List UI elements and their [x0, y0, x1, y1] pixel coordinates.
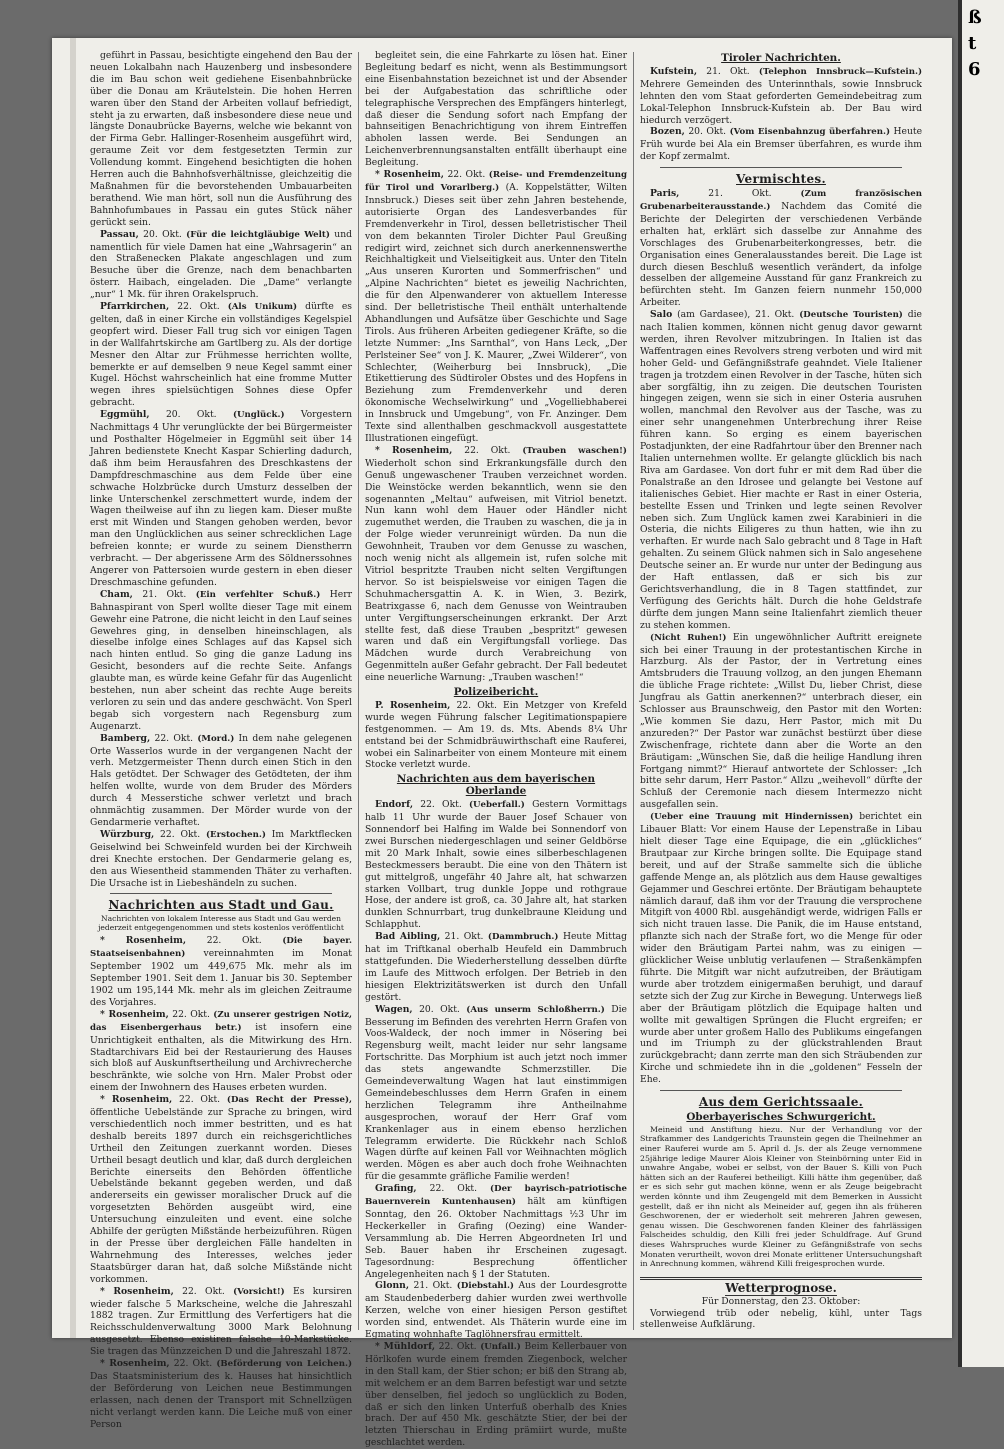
article-text: Wiederholt schon sind Erkrankungsfälle durch den Genuß ungewaschener Trauben verzeichnet worden. Die Weinstöcke werden bekanntlich, wenn sie den sogenannten „Meltau“ aufweisen, mit Vitriol benetzt. Nun kann wohl dem Hauer oder Händler nicht zugemuthet werden, die Trauben zu waschen, die ja in der Folge wieder verunreinigt würden. Da nun die Gewohnheit, Trauben vor dem Genusse zu waschen, noch wenig nicht als allgemein ist, rufen solche mit Vitriol bespritzte Trauben nicht selten Vergiftungen hervor. So ist beispielsweise vor einigen Tagen die Schuhmachersgattin A. K. in Wien, 3. Bezirk, Beatrixgasse 6, nach dem Genusse von Weintrauben unter Vergiftungserscheinungen erkrankt. Der Arzt stellte fest, daß diese Trauben „bespritzt“ gewesen waren und daß ein Vergiftungsfall vorliege. Das Mädchen wurde durch Verabreichung von Gegenmitteln außer Gefahr gebracht. Der Fall bedeutet eine neuerliche Warnung: „Trauben waschen!“	[365, 457, 627, 684]
column-2	[365, 50, 628, 1449]
section-heading-stadt-und-gau: Nachrichten aus Stadt und Gau.	[108, 898, 334, 913]
article	[365, 700, 627, 771]
article	[640, 309, 922, 631]
newspaper-page	[52, 38, 952, 1449]
article	[90, 829, 352, 890]
dateline-date: 20. Okt.	[143, 228, 182, 240]
dateline-date: 20. Okt.	[165, 409, 217, 421]
article-subject: (Vorsicht!)	[233, 1286, 285, 1297]
dateline-city: Glonn,	[375, 1280, 410, 1292]
article	[90, 229, 352, 301]
article	[640, 66, 922, 127]
dateline-city: Eggmühl,	[100, 409, 150, 421]
dateline-city: * Rosenheim,	[375, 444, 453, 456]
article-subject: (Beförderung von Leichen.)	[216, 1359, 353, 1370]
article-subject: (Zu unserer gestrigen Notiz, das Eisenbergerhaus betr.)	[90, 1009, 353, 1033]
dateline-date: 22. Okt.	[182, 1285, 225, 1297]
dateline-city: * Rosenheim,	[100, 1285, 174, 1297]
article-subject: (Zum französischen Grubenarbeiterausstande.)	[640, 189, 923, 212]
article-subject: (Das Recht der Presse),	[226, 1095, 353, 1106]
article-subject: (Mord.)	[197, 733, 235, 744]
article	[365, 169, 627, 445]
dateline-date: 22. Okt.	[172, 1008, 210, 1020]
dateline-city: Kufstein,	[650, 65, 698, 77]
dateline-date: (am Gardasee), 21. Okt.	[677, 309, 795, 321]
dateline-city: * Rosenheim,	[100, 1358, 170, 1370]
article	[640, 632, 922, 812]
dateline-date: 22. Okt.	[438, 1340, 477, 1352]
binding-gutter	[70, 38, 76, 1338]
article-text: Nachdem das Comité die Berichte der Delegirten der verschiedenen Verbände erhalten hat, erklärt sich dasselbe zur Annahme des Vorschlages des Grubenarbeiterkongresses, betr. die Organisation eines Generalausstandes bereit. Die Lage ist durch diesen Beschluß wesentlich verändert, da infolge desselben der allgemeine Ausstand für ganz Frankreich zu befürchten steht. Im Ganzen feiern nunmehr 150,000 Arbeiter.	[640, 200, 922, 309]
dateline-date: 22. Okt.	[154, 732, 194, 744]
article	[90, 733, 352, 829]
article-text: öffentliche Uebelstände zur Sprache zu bringen, wird verschiedentlich noch immer bestritten, und es hat deshalb bereits 1897 durch ein reichsgerichtliches Urtheil den Zeitungen zuerkannt worden. Dieses Urtheil besagt deutlich und klar, daß durch dergleichen Berichte einerseits den Behörden öffentliche Uebelstände bekannt gegeben werden, und daß andererseits ein gewisser moralischer Druck auf die vorgesetzten Behörden ausgeübt wird, eine Untersuchung einzuleiten und event. eine solche Abhilfe der gerügten Mißstände herbeizuführen. Rügen in der Presse über dergleichen Fälle handelten in Wahrnehmung des Interesses, welches jeder Staatsbürger daran hat, daß solche Mißstände nicht vorkommen.	[90, 1107, 352, 1285]
dateline-city: Salo	[650, 309, 673, 321]
dateline-date: 22. Okt.	[420, 799, 462, 811]
adjacent-page-glyph: 6	[968, 59, 981, 80]
dateline-city: Grafing,	[375, 1183, 417, 1195]
article	[640, 126, 922, 163]
weather-date: Für Donnerstag, den 23. Oktober:	[701, 1295, 861, 1307]
adjacent-page-edge	[958, 0, 1004, 1367]
article-text: Herr Bahnaspirant von Sperl wollte dieser Tage mit einem Gewehr eine Patrone, die nicht leicht in den Lauf seines Gewehres ging, in denselben hineinschlagen, als dieselbe infolge eines Schlages auf das Kapsel sich nach hinten entlud. So ging die ganze Ladung ins Gesicht, besonders auf die rechte Seite. Anfangs glaubte man, es würde keine Gefahr für das Augenlicht bestehen, nun aber scheint das rechte Auge bereits verloren zu sein und das andere geschwächt. Von Sperl begab sich vorgestern nach Regensburg zum Augenarzt.	[90, 588, 353, 732]
section-heading-gerichtssaal: Aus dem Gerichtssaale.	[698, 1095, 864, 1110]
article-text: Die Besserung im Befinden des verehrten Herrn Grafen von Voos-Waldeck, der noch immer in Nösering bei Regensburg weilt, macht leider nur sehr langsame Fortschritte. Das Morphium ist auch jetzt noch immer das stets angewandte Schmerzstiller. Die Gemeindeverwaltung Wagen hat laut einstimmigen Gemeindebeschlusses dem Herrn Grafen in einem herzlichen Telegramm ihre Antheilnahme ausgesprochen, worauf der Herr Graf vom Krankenlager aus in einem ebenso herzlichen Telegramm erwiderte. Die Rückkehr nach Schloß Wagen dürfte auf keinen Fall vor Weihnachten möglich werden. Mögen es aber auch doch frohe Weihnachten für die gesammte gräfliche Familie werden!	[365, 1003, 627, 1183]
dateline-date: 22. Okt.	[160, 828, 201, 840]
article	[90, 1358, 352, 1430]
article-text: Ein Metzger von Krefeld wurde wegen Führung falscher Legitimationspapiere festgenommen. — Am 19. ds. Mts. Abends 8¼ Uhr entstand bei der Schmidbräuwirthschaft eine Rauferei, wobei ein Salinarbeiter von einem Monteure mit einem Stocke verletzt wurde.	[365, 699, 627, 771]
article-subject: (Unfall.)	[480, 1341, 521, 1352]
article	[90, 589, 352, 733]
dateline-city: * Rosenheim,	[100, 1094, 173, 1106]
article-text: geführt in Passau, besichtigte eingehend den Bau der neuen Lokalbahn nach Hauzenberg und insbesondere die im Bau schon weit gediehene Eisenbahnbrücke über die Donau am Kräutelstein. Die hohen Herren waren über den Stand der Arbeiten vollauf befriedigt, steht ja zu erwarten, daß insbesondere diese neue und längste Donaubrücke Bayerns, welche wie bekannt von der Firma Gebr. Hallinger-Rosenheim ausgeführt wird, geraume Zeit vor dem festgesetzten Termin zur Vollendung kommt. Eingehend besichtigten die hohen Herren auch die Bahnhofsverhältnisse, gleichzeitig die Maßnahmen für die bevorstehenden Umbauarbeiten berathend. Wie man hört, soll nun die Ausführung des Bahnhofumbaues in Passau ein gutes Stück näher gerückt sein.	[90, 50, 352, 228]
dateline-date: 22. Okt.	[464, 444, 511, 456]
article	[640, 811, 922, 1086]
dateline-date: 20. Okt.	[688, 126, 727, 138]
weather-forecast: Vorwiegend trüb oder nebelig, kühl, unter Tags stellenweise Aufklärung.	[640, 1307, 922, 1331]
section-note: Nachrichten von lokalem Interesse aus Stadt und Gau werden jederzeit entgegengenommen und stets kostenlos veröffentlicht	[98, 914, 344, 933]
article-subject: (Telephon Innsbruck—Kufstein.)	[758, 66, 923, 77]
article	[365, 445, 627, 684]
dateline-date: 22. Okt.	[456, 699, 497, 711]
section-heading-vermischtes: Vermischtes.	[736, 172, 826, 187]
article-text: Ein ungewöhnlicher Auftritt ereignete sich bei einer Trauung in der protestantischen Kirche in Harzburg. Als der Pastor, der in Vertretung eines Amtsbruders die Trauung vollzog, an den jungen Ehemann die übliche Frage richtete: „Willst Du, lieber Christ, diese Jungfrau als Gattin anerkennen?“ unterbrach dieser, ein Schlosser aus Braunschweig, den Pastor mit den Worten: „Wie kommen Sie dazu, Herr Pastor, mich mit Du anzureden?“ Der Pastor war zunächst bestürzt über diese Zwischenfrage, richtete dann aber die Worte an den Bräutigam: „Wünschen Sie, daß die heilige Handlung ihren Fortgang nimmt?“ Hierauf antwortete der Schlosser: „Ich bitte sehr darum, Herr Pastor.“ Allzu „weihevoll“ dürfte der Schluß der Ceremonie nach diesem Intermezzo nicht ausgefallen sein.	[640, 631, 922, 811]
article-subject: (Der bayrisch-patriotische Bauernverein Kuntenhausen)	[365, 1184, 627, 1208]
dateline-city: * Rosenheim,	[100, 1008, 169, 1020]
article-text: Das Staatsministerium des k. Hauses hat hinsichtlich der Beförderung von Leichen neue Bestimmungen erlassen, nach denen der Transport mit Schnellzügen nicht verlangt werden kann. Die Leiche muß von einer Person	[90, 1370, 352, 1430]
article-subject: (Unglück.)	[232, 410, 285, 421]
article-text: und namentlich für viele Damen hat eine „Wahrsagerin“ an den Straßenecken Plakate angeschlagen und zum Besuche über die Grenze, nach dem benachbarten österr. Haibach, eingeladen. Die „Dame“ verlangte „nur“ 1 Mk. für ihren Orakelspruch.	[90, 228, 352, 301]
dateline-city: Würzburg,	[100, 828, 155, 840]
article	[365, 1280, 627, 1341]
article-subject: (Nicht Ruhen!)	[650, 632, 727, 643]
article-text: Mehrere Gemeinden des Unterinnthals, sowie Innsbruck lehnten den vom Staat geforderten Gemeindebeitrag zum Lokal-Telephon Innsbruck-Kufstein ab. Der Bau wird hiedurch verzögert.	[640, 78, 922, 126]
article-text: Meineid und Anstiftung hiezu. Nur der Verhandlung vor der Strafkammer des Landgerichts Traunstein gegen die Theilnehmer an einer Rauferei wurde am 5. April d. Js. der als Zeuge vernommene 25jährige ledige Maurer Alois Kleiner von Steinbörning unter Eid in unwahre Angabe, wobei er selbst, von der Bauer S. Killi von Puch hätten sich an der Rauferei betheiligt. Killi hätte ihm gegenüber, daß er es sich sehr gut machen könne, wenn er als Zeuge beigebracht werden könnte und ihm Zeugengeld mit dem Bemerken in Aussicht gestellt, daß er ihn nicht als Meineider auf, gegen ihn als früheren Geschworenen, der er wiederholt seit mehreren Jahren gewesen, genau wissen. Die Geschworenen fanden Kleiner des fahrlässigen Falscheides schuldig, den Killi frei jeder Schuldfrage. Auf Grund dieses Wahrspruches wurde Kleiner zu Gefängnißstrafe von sechs Monaten verurtheilt, wovon drei Monate erlittener Untersuchungshaft in Anrechnung kommen, während Killi freigesprochen wurde.	[640, 1124, 922, 1269]
article	[90, 935, 352, 1008]
article-subject: (Ueber eine Trauung mit Hindernissen)	[650, 812, 854, 823]
article-subject: (Aus unserm Schloßherrn.)	[466, 1004, 605, 1015]
article-subject: (Diebstahl.)	[456, 1281, 515, 1292]
column-1	[90, 50, 353, 1430]
article-text: Heute Früh wurde bei Ala ein Bremser überfahren, es wurde ihm der Kopf zermalmt.	[640, 126, 923, 163]
dateline-date: 20. Okt.	[419, 1003, 460, 1015]
dateline-city: Cham,	[100, 588, 133, 600]
dateline-date: 22. Okt.	[177, 301, 220, 313]
article-text: Heute Mittag hat im Triftkanal oberhalb Heufeld ein Dammbruch stattgefunden. Die Wiederherstellung desselben dürfte im Laufe des Mittwoch erfolgen. Der Betrieb in den hiesigen Elektrizitätswerken ist durch den Unfall gestört.	[365, 931, 627, 1003]
article-text: vereinnahmten im Monat September 1902 um 449,675 Mk. mehr als im September 1901. Seit dem 1. Januar bis 30. September 1902 um 195,144 Mk. mehr als im gleichen Zeitraume des Vorjahres.	[90, 948, 353, 1008]
weather-box	[640, 1277, 922, 1332]
column-rule	[633, 52, 634, 1330]
article-subject: (Für die leichtgläubige Welt)	[186, 229, 330, 240]
section-heading-polizeibericht: Polizeibericht.	[453, 686, 539, 699]
weather-heading: Wetterprognose.	[725, 1280, 837, 1295]
dateline-date: 22. Okt.	[447, 169, 486, 181]
article-text: ist insofern eine Unrichtigkeit enthalten, als die Mitwirkung des Hrn. Stadtarchivars Eid bei der Restaurierung des Hauses sich bloß auf Auskunftsertheilung und Archivrecherche beschränkte, wie solche von Hrn. Maler Probst oder einem der Inwohnern des Hauses erbeten wurden.	[90, 1021, 352, 1094]
dateline-city: * Rosenheim,	[375, 169, 444, 181]
article-text: dürfte es gelten, daß in einer Kirche ein vollständiges Kegelspiel geopfert wird. Dieser Fall trug sich vor einigen Tagen in der Wallfahrtskirche am Gartlberg zu. Als der dortige Mesner den Altar zur Frühmesse herrichten wollte, bemerkte er auf demselben 9 neue Kegel sammt einer Kugel. Höchst wahrscheinlich hat eine fromme Mutter wegen ihres spielsüchtigen Sohnes diese Opfer gebracht.	[90, 301, 353, 409]
section-divider	[110, 893, 332, 894]
dateline-date: 21. Okt.	[142, 588, 187, 600]
article-subject: (Reise- und Fremdenzeitung für Tirol und Vorarlberg.)	[365, 170, 628, 193]
dateline-city: Bad Aibling,	[375, 931, 441, 943]
article-subject: (Trauben waschen!)	[522, 445, 627, 456]
article-subject: (Erstochen.)	[205, 829, 266, 840]
article	[90, 1286, 352, 1358]
section-divider	[660, 167, 902, 168]
dateline-date: 21. Okt.	[413, 1280, 453, 1292]
article-text: (A. Koppelstätter, Wilten Innsbruck.) Dieses seit über zehn Jahren bestehende, autorisierte Organ des Landesverbandes für Fremdenverkehr in Tirol, dessen belletristischer Theil von dem bekannten Tiroler Dichter Paul Greußing redigirt wird, zeichnet sich durch anerkennenswerthe Reichhaltigkeit und Vielseitigkeit aus. Unter den Titeln „Aus unseren Kurorten und Sommerfrischen“ und „Alpine Nachrichten“ bietet es jeweilig Nachrichten, die für den Alpenwanderer von aktuellem Interesse sind. Der belletristische Theil enthält unterhaltende Abhandlungen und Aufsätze über Geschichte und Sage Tirols. Aus früheren Arbeiten gediegener Kräfte, so die letzte Nummer: „Ins Sarnthal“, von Hans Leck, „Der Perlsteiner See“ von J. K. Maurer, „Zwei Wilderer“, von Schlechter, (Weiherburg bei Innsbruck), „Die Etikettierung des Südtiroler Obstes und des Hopfens in Beziehung zum Fremdenverkehr und deren ökonomische Wechselwirkung“ und „Vogelliebhaberei in Innsbruck und Umgebung“, von Fr. Anzinger. Dem Texte sind allenthalben geschmackvoll ausgestattete Illustrationen eingefügt.	[365, 181, 627, 444]
article	[90, 409, 352, 589]
article-subject: (Vom Eisenbahnzug überfahren.)	[729, 127, 891, 138]
dateline-city: Endorf,	[375, 799, 414, 811]
column-rule	[358, 52, 359, 1330]
section-heading-oberland: Nachrichten aus dem bayerischen Oberlande	[396, 773, 596, 798]
adjacent-page-glyph: t	[968, 33, 977, 54]
dateline-city: * Mühldorf,	[375, 1340, 436, 1352]
article	[365, 799, 627, 931]
article	[90, 301, 352, 409]
dateline-date: 22. Okt.	[173, 1358, 213, 1370]
dateline-city: P. Rosenheim,	[375, 699, 451, 711]
dateline-date: 22. Okt.	[206, 935, 262, 947]
article-text: Im Marktflecken Geiselwind bei Schweinfeld wurden bei der Kirchweih drei Knechte erstochen. Der Gendarmerie gelang es, den aus Wiesentheid stammenden Thäter zu verhaften. Die Ursache ist in Liebeshändeln zu suchen.	[90, 828, 353, 889]
article-subject: (Dammbruch.)	[487, 932, 559, 943]
dateline-city: Passau,	[100, 228, 139, 240]
article-text: berichtet ein Libauer Blatt: Vor einem Hause der Lepenstraße in Libau hielt dieser Tage eine Equipage, die ein „glückliches“ Brautpaar zur Kirche bringen sollte. Die Equipage stand bereit, und auf der Straße sammelte sich die übliche gaffende Menge an, als plötzlich aus dem Hause gewaltiges Gejammer und Geschrei ertönte. Der Bräutigam behauptete nämlich darauf, daß ihm vor der Trauung die versprochene Mitgift von 4000 Rbl. ausgehändigt werde, widrigen Falls er sich nicht trauen lasse. Die Panik, die im Hause entstand, pflanzte sich nach der Straße fort, wo die Menge für oder wider den Bräutigam Partei nahm, was zu einigen — glücklicher Weise unblutig verlaufenen — Straßenkämpfen führte. Die Mitgift war nicht aufzutreiben, der Bräutigam wurde aber trotzdem einigermaßen beruhigt, und darauf setzte sich der Zug zur Kirche in Bewegung. Unterwegs ließ aber der Bräutigam plötzlich die Equipage halten und wollte mit gewaltigen Sprüngen die Flucht ergreifen; er wurde aber unter großem Hallo des Publikums eingefangen und im Triumph zu der glückstrahlenden Braut zurückgebracht; dann zerrte man den sich Sträubenden zur Kirche und schmiedete ihn in die „goldenen“ Fesseln der Ehe.	[640, 811, 923, 1086]
dateline-date: 21. Okt.	[444, 931, 484, 943]
article-subject: (Die bayer. Staatseisenbahnen)	[90, 936, 353, 960]
section-subheading-schwurgericht: Oberbayerisches Schwurgericht.	[686, 1110, 876, 1123]
dateline-date: 21. Okt.	[708, 188, 772, 200]
dateline-city: Paris,	[650, 188, 680, 200]
article-text: hält am künftigen Sonntag, den 26. Oktober Nachmittags ½3 Uhr im Heckerkeller in Grafing (Oezing) eine Wander-Versammlung ab. Die Herren Abgeordneten Irl und Seb. Bauer haben ihr Erscheinen zugesagt. Tagesordnung: Besprechung öffentlicher Angelegenheiten nach § 1 der Statuten.	[365, 1196, 628, 1280]
section-heading-tirol: Tiroler Nachrichten.	[721, 52, 841, 64]
article-text: die nach Italien kommen, können nicht genug davor gewarnt werden, ihren Revolver mitzubringen. In Italien ist das Waffentragen eines Revolvers streng verboten und wird mit hoher Geld- und Gefängnißstrafe geahndet. Viele Italiener tragen ja trotzdem einen Revolver in der Tasche, hüten sich aber sorgfältig, ihn zu zeigen. Die deutschen Touristen hingegen zeigen, wenn sie sich in einer Osteria ausruhen wollen, manchmal den Revolver aus der Tasche, was zu einer sehr unangenehmen Unterbrechung ihrer Reise führen kann. So erging es einem bayerischen Postadjunkten, der eine Radfahrtour über den Brenner nach Italien unternehmen wollte. Er gelangte glücklich bis nach Riva am Gardasee. Von dort fuhr er mit dem Rad über die Ponalstraße an den Idrosee und gelangte bei Vestone auf italienisches Gebiet. Hier machte er Rast in einer Osteria, bestellte Essen und Trinken und legte seinen Revolver neben sich. Zum Unglück kamen zwei Karabinieri in die Osteria, die nichts Eiligeres zu thun hatten, wie ihn zu verhaften. Er wurde nach Salo gebracht und 8 Tage in Haft gehalten. Zu seinem Glück nahmen sich in Salo angesehene Deutsche seiner an. Er wurde nur unter der Bedingung aus der Haft entlassen, daß er sich bis zur Gerichtsverhandlung, die in 8 Tagen stattfindet, zur Verfügung des Gerichts hält. Durch die hohe Geldstrafe dürfte dem jungen Mann seine Italienfahrt ziemlich theuer zu stehen kommen.	[640, 309, 922, 631]
article-subject: (Deutsche Touristen)	[799, 310, 903, 321]
dateline-city: Pfarrkirchen,	[100, 301, 170, 313]
dateline-city: Bamberg,	[100, 732, 151, 744]
article-text: Beim Kellerbauer von Hörlkofen wurde einem fremden Ziegenbock, welcher in den Stall kam, der Stier schon; er biß den Strang ab, mit welchem er an dem Barren befestigt war und setzte über denselben, fiel jedoch so unglücklich zu Boden, daß er sich den linken Unterfuß oberhalb des Knies brach. Der auf 450 Mk. geschätzte Stier, der bei der letzten Thierschau in Erding prämiirt wurde, mußte geschlachtet werden.	[365, 1340, 628, 1449]
article	[365, 1183, 627, 1280]
dateline-city: Bozen,	[650, 126, 685, 138]
dateline-date: 21. Okt.	[706, 65, 750, 77]
article-text: In dem nahe gelegenen Orte Wasserlos wurde in der vergangenen Nacht der verh. Metzgermeister Thenn durch einen Stich in den Hals getödtet. Der Schwager des Getödteten, der ihm helfen wollte, wurde von dem Bruder des Mörders durch 4 Messerstiche schwer verletzt und brach ohnmächtig zusammen. Der Mörder wurde von der Gendarmerie verhaftet.	[90, 732, 352, 828]
dateline-city: Wagen,	[375, 1003, 413, 1015]
article-subject: (Ein verfehlter Schuß.)	[195, 589, 321, 600]
article	[90, 1094, 352, 1286]
section-divider	[660, 1090, 902, 1091]
dateline-city: * Rosenheim,	[100, 935, 187, 947]
article-text: Vorgestern Nachmittags 4 Uhr verunglückte der bei Bürgermeister und Posthalter Högelmeier in Eggmühl seit über 14 Jahren bedienstete Knecht Kaspar Schierling dadurch, daß ihm beim Herausfahren des Dreschkastens der Dampfdreschmaschine aus dem Felde über eine schwache Holzbrücke durch Umsturz desselben der linke Unterschenkel zerschmettert wurde, indem der Wagen theilweise auf ihn zu liegen kam. Dieser mußte erst mit Winden und Stangen gehoben werden, bevor man den Unglücklichen aus seiner schrecklichen Lage befreien konnte; er wurde zu seinem Dienstherrn verbracht. — Der abgerissene Arm des Söldnerssohnes Angerer von Pattersoien wurde gestern in eben dieser Dreschmaschine gefunden.	[90, 409, 353, 588]
article	[365, 1341, 627, 1449]
article	[640, 188, 922, 309]
article-text: Aus der Lourdesgrotte am Staudenbederberg dahier wurden zwei werthvolle Kerzen, welche von einer hiesigen Person gestiftet worden sind, entwendet. Als Thäterin wurde eine im Egmating wohnhafte Taglöhnersfrau ermittelt.	[365, 1280, 628, 1341]
article	[90, 1009, 352, 1094]
column-3	[640, 50, 922, 1334]
dateline-date: 22. Okt.	[179, 1094, 221, 1106]
article-subject: (Als Unikum)	[227, 302, 298, 313]
article-text: begleitet sein, die eine Fahrkarte zu lösen hat. Einer Begleitung bedarf es nicht, wenn als Bestimmungsort eine Eisenbahnstation bezeichnet ist und der Absender bei der Aufgabestation das schriftliche oder telegraphische Versprechen des Empfängers hinterlegt, daß dieser die Sendung sofort nach Empfang der bahnseitigen Benachrichtigung von ihrem Eintreffen abholen lassen werde. Bei Sendungen an Leichenverbrennungsanstalten entfällt überhaupt eine Begleitung.	[365, 50, 627, 169]
article	[365, 931, 627, 1003]
article	[365, 1004, 627, 1184]
dateline-date: 22. Okt.	[429, 1183, 478, 1195]
adjacent-page-glyph: ß	[968, 7, 982, 28]
article-text: Gestern Vormittags halb 11 Uhr wurde der Bauer Josef Schauer von Sonnendorf bei Halfing im Walde bei Sonnendorf von zwei Burschen niedergeschlagen und seiner Geldbörse mit 20 Mark Inhalt, sowie eines silberbeschlagenen Besteckmessers beraubt. Die eine von den Thätern ist gut mittelgroß, ungefähr 40 Jahre alt, hat schwarzen starken Vollbart, trug dunkle Joppe und rothgraue Hose, der andere ist groß, ca. 30 Jahre alt, hat starken dunklen Schnurrbart, trug dunkelbraune Kleidung und Schlapphut.	[365, 799, 628, 931]
article-text: Es kursiren wieder falsche 5 Markscheine, welche die Jahreszahl 1882 tragen. Zur Ermittlung des Verfertigers hat die Reichsschuldenverwaltung 3000 Mark Belohnung ausgesetzt. Ebenso existiren falsche 10-Markstücke. Sie tragen das Münzzeichen D und die Jahreszahl 1872.	[90, 1285, 352, 1358]
article-subject: (Ueberfall.)	[468, 800, 525, 811]
